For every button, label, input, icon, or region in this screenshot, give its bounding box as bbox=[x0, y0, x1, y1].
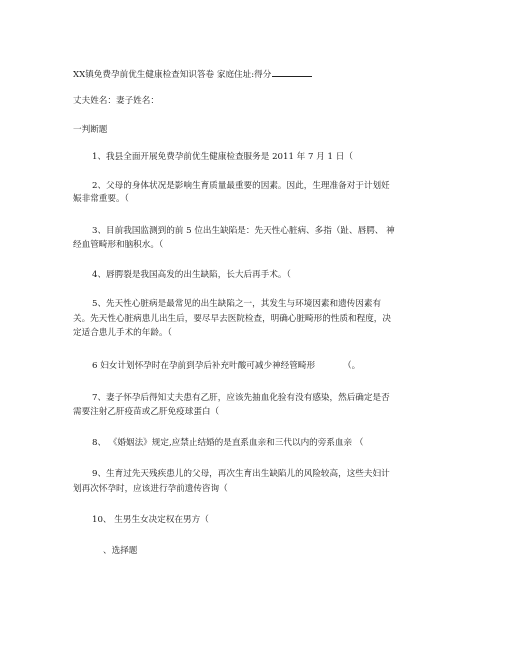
question-6-text: 6 妇女计划怀孕时在孕前到孕后补充叶酸可减少神经管畸形 bbox=[92, 361, 316, 371]
question-3-line-2: 经血管畸形和脑积水。（ bbox=[73, 240, 164, 250]
names-line: 丈夫姓名：妻子姓名： bbox=[73, 96, 159, 106]
section-heading-true-false: 一判断题 bbox=[73, 125, 108, 135]
question-4: 4、唇腭裂是我国高发的出生缺陷，长大后再手术。（ bbox=[92, 270, 291, 280]
section-heading-multiple-choice: 、选择题 bbox=[103, 546, 138, 556]
question-6-mark: （。 bbox=[343, 361, 361, 371]
question-7-line-1: 7、妻子怀孕后得知丈夫患有乙肝，应该先抽血化验有没有感染，然后确定是否 bbox=[92, 393, 390, 403]
question-1: 1、我县全面开展免费孕前优生健康检查服务是 2011 年 7 月 1 日（ bbox=[92, 152, 353, 162]
question-5-line-2: 关。先天性心脏病患儿出生后，要尽早去医院检查，明确心脏畸形的性质和程度，决 bbox=[73, 314, 391, 324]
question-5-line-3: 定适合患儿手术的年龄。（ bbox=[73, 328, 172, 338]
question-5-line-1: 5、先天性心脏病是最常见的出生缺陷之一，其发生与环境因素和遗传因素有 bbox=[92, 299, 382, 309]
question-7-line-2: 需要注射乙肝疫苗或乙肝免疫球蛋白（ bbox=[73, 407, 220, 417]
question-9-line-2: 划再次怀孕时，应该进行孕前遗传咨询（ bbox=[73, 484, 228, 494]
question-8: 8、 《婚姻法》规定,应禁止结婚的是直系血亲和三代以内的旁系血亲 （ bbox=[92, 438, 364, 448]
question-9-line-1: 9、生育过先天残疾患儿的父母，再次生育出生缺陷儿的风险较高，这些夫妇计 bbox=[92, 469, 390, 479]
question-2-line-1: 2、父母的身体状况是影响生育质量最重要的因素。因此，生理准备对于计划妊 bbox=[92, 181, 390, 191]
question-3-line-1: 3、目前我国监测到的前 5 位出生缺陷是：先天性心脏病、多指（趾、唇腭、 神 bbox=[92, 226, 395, 236]
question-2-line-2: 娠非常重要。（ bbox=[73, 194, 129, 204]
question-10: 10、 生男生女决定权在男方（ bbox=[92, 515, 209, 525]
title-text: XX镇免费孕前优生健康检查知识答卷 家庭住址:得分 bbox=[73, 70, 272, 80]
document-title bbox=[73, 67, 312, 81]
question-6 bbox=[92, 360, 360, 372]
score-blank bbox=[272, 67, 312, 77]
